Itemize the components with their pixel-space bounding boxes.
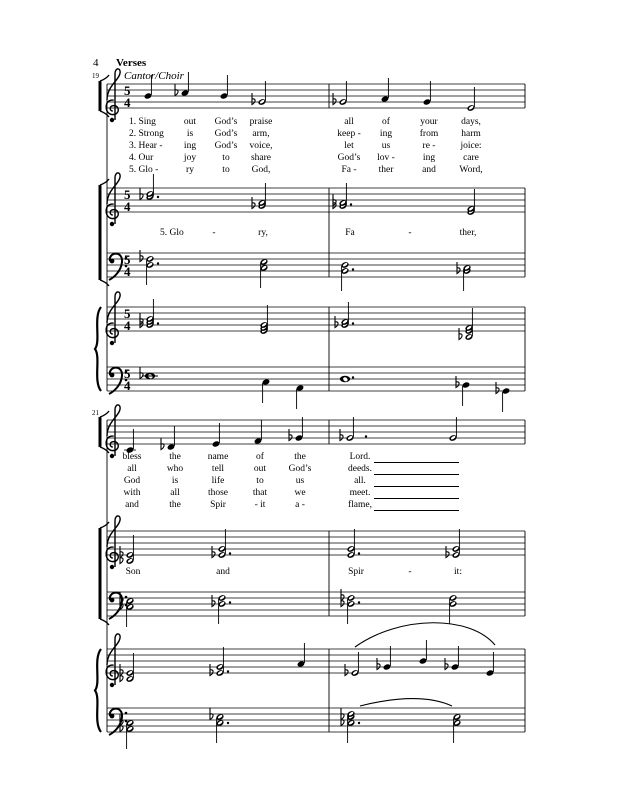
flat-sign (175, 84, 178, 96)
lyric-syllable: days, (461, 117, 481, 127)
lyric-syllable: and (422, 165, 436, 175)
flat-sign (210, 664, 213, 676)
flat-sign (496, 382, 499, 394)
choir-lyric: Spir (348, 567, 364, 577)
lyric-syllable: God’s (337, 153, 361, 163)
lyric-syllable: voice, (249, 141, 273, 151)
flat-sign (140, 188, 143, 200)
choir-lyric: and (216, 567, 230, 577)
lyric-syllable: the (294, 452, 306, 462)
lyric-syllable: God’s (214, 129, 238, 139)
lyric-syllable: let (344, 141, 354, 151)
lyric-syllable: care (463, 153, 479, 163)
lyric-syllable: to (222, 165, 230, 175)
lyric-syllable: harm (461, 129, 481, 139)
lyric-syllable: out (183, 117, 197, 127)
lyric-syllable: God’s (214, 117, 238, 127)
performer-role: Cantor/Choir (124, 70, 184, 82)
lyric-syllable: a - (295, 500, 305, 510)
lyric-syllable: joy (183, 153, 197, 163)
lyric-syllable: ing (379, 129, 393, 139)
verse-label: 2. Strong (129, 129, 164, 139)
flat-sign (210, 708, 213, 720)
lyric-syllable: joice: (460, 141, 482, 151)
flat-sign (252, 197, 255, 209)
lyric-syllable: out (253, 464, 267, 474)
flat-sign (212, 595, 215, 607)
page-number: 4 (93, 57, 99, 69)
choir-lyric: 5. Glo (160, 228, 184, 238)
lyric-syllable: meet. (349, 488, 371, 498)
lyric-syllable: - it (254, 500, 266, 510)
flat-sign (341, 589, 344, 601)
lyric-syllable: of (382, 117, 390, 127)
choir-lyric: Son (125, 567, 141, 577)
lyric-syllable: God (123, 476, 141, 486)
lyric-syllable: ing (183, 141, 197, 151)
verse-label: 4. Our (129, 153, 154, 163)
flat-sign (345, 664, 348, 676)
time-signature-digit: 5 (124, 252, 131, 267)
lyric-syllable: we (294, 488, 306, 498)
flat-sign (333, 93, 336, 105)
flat-sign (120, 592, 123, 604)
time-signature-digit: 5 (124, 187, 131, 202)
time-signature-digit: 4 (124, 95, 131, 110)
flat-sign (445, 658, 448, 670)
time-signature-digit: 5 (124, 306, 131, 321)
lyric-syllable: God, (251, 165, 271, 175)
flat-sign (289, 429, 292, 441)
lyric-syllable: your (420, 117, 438, 127)
lyric-syllable: name (207, 452, 229, 462)
choir-lyric: - (212, 228, 216, 238)
lyric-syllable: us (295, 476, 305, 486)
bass-clef-icon (109, 709, 127, 735)
section-heading: Verses (116, 57, 147, 69)
lyric-syllable: ing (422, 153, 436, 163)
lyric-syllable: and (125, 500, 139, 510)
lyric-extender (374, 474, 459, 475)
measure-number-19: 19 (92, 72, 99, 80)
flat-sign (446, 546, 449, 558)
lyric-syllable: all (344, 117, 354, 127)
flat-sign (456, 376, 459, 388)
lyric-syllable: arm, (252, 129, 270, 139)
lyric-syllable: the (169, 452, 181, 462)
lyric-syllable: to (256, 476, 264, 486)
flat-sign (140, 313, 143, 325)
lyric-extender (374, 510, 459, 511)
time-signature-digit: 5 (124, 83, 131, 98)
piano-brace (95, 649, 101, 732)
flat-sign (140, 250, 143, 262)
lyric-syllable: Fa - (341, 165, 357, 175)
lyric-syllable: who (166, 464, 184, 474)
flat-sign (459, 328, 462, 340)
choir-lyric: - (408, 228, 412, 238)
lyric-syllable: Spir (210, 500, 226, 510)
flat-sign (161, 438, 164, 450)
lyric-extender (374, 498, 459, 499)
lyric-syllable: all (170, 488, 180, 498)
lyric-syllable: Word, (459, 165, 483, 175)
verse-label: 3. Hear - (129, 141, 163, 151)
verse-label: 5. Glo - (129, 165, 159, 175)
time-signature-digit: 4 (124, 199, 131, 214)
flat-sign (252, 93, 255, 105)
flat-sign (335, 316, 338, 328)
lyric-syllable: the (169, 500, 181, 510)
time-signature-digit: 5 (124, 366, 131, 381)
lyric-syllable: is (171, 476, 179, 486)
piano-brace (95, 307, 101, 391)
lyric-syllable: ry (186, 165, 194, 175)
flat-sign (333, 194, 336, 206)
lyric-syllable: that (252, 488, 268, 498)
lyric-syllable: deeds. (347, 464, 373, 474)
flat-sign (120, 664, 123, 676)
lyric-syllable: ther (378, 165, 394, 175)
treble-clef-icon (106, 634, 120, 687)
flat-sign (377, 658, 380, 670)
choir-lyric: - (408, 567, 412, 577)
lyric-syllable: with (123, 488, 141, 498)
choir-lyric: ry, (258, 228, 268, 238)
lyric-syllable: flame, (347, 500, 373, 510)
flat-sign (341, 708, 344, 720)
lyric-syllable: praise (249, 117, 273, 127)
lyric-syllable: tell (211, 464, 225, 474)
lyric-syllable: all. (354, 476, 366, 486)
choir-lyric: ther, (459, 228, 477, 238)
tie (360, 699, 452, 707)
time-signature-digit: 4 (124, 378, 131, 393)
lyric-extender (374, 486, 459, 487)
bass-clef-icon (109, 593, 127, 619)
lyric-extender (374, 462, 459, 463)
lyric-syllable: us (381, 141, 391, 151)
note (340, 376, 350, 383)
flat-sign (120, 546, 123, 558)
choir-lyric: Fa (345, 228, 355, 238)
time-signature-digit: 4 (124, 318, 131, 333)
lyric-syllable: Lord. (349, 452, 371, 462)
staff-lines (107, 84, 525, 732)
lyric-syllable: bless (122, 452, 142, 462)
lyric-syllable: God’s (288, 464, 312, 474)
slur (355, 623, 495, 647)
lyric-syllable: to (222, 153, 230, 163)
treble-clef-icon (106, 292, 120, 345)
measure-number-21: 21 (92, 409, 99, 417)
lyric-syllable: God’s (214, 141, 238, 151)
time-signature-digit: 4 (124, 264, 131, 279)
flat-sign (340, 429, 343, 441)
lyric-syllable: share (250, 153, 272, 163)
verse-label: 1. Sing (129, 117, 156, 127)
lyric-syllable: keep - (337, 129, 361, 139)
lyric-syllable: life (211, 476, 225, 486)
lyric-syllable: all (127, 464, 137, 474)
lyric-syllable: lov - (377, 153, 395, 163)
lyric-syllable: is (186, 129, 194, 139)
lyric-syllable: those (207, 488, 229, 498)
lyric-syllable: of (256, 452, 264, 462)
flat-sign (457, 262, 460, 274)
flat-sign (212, 546, 215, 558)
lyric-syllable: from (419, 129, 439, 139)
choir-lyric: it: (454, 567, 462, 577)
lyric-syllable: re - (422, 141, 436, 151)
flat-sign (140, 367, 143, 379)
